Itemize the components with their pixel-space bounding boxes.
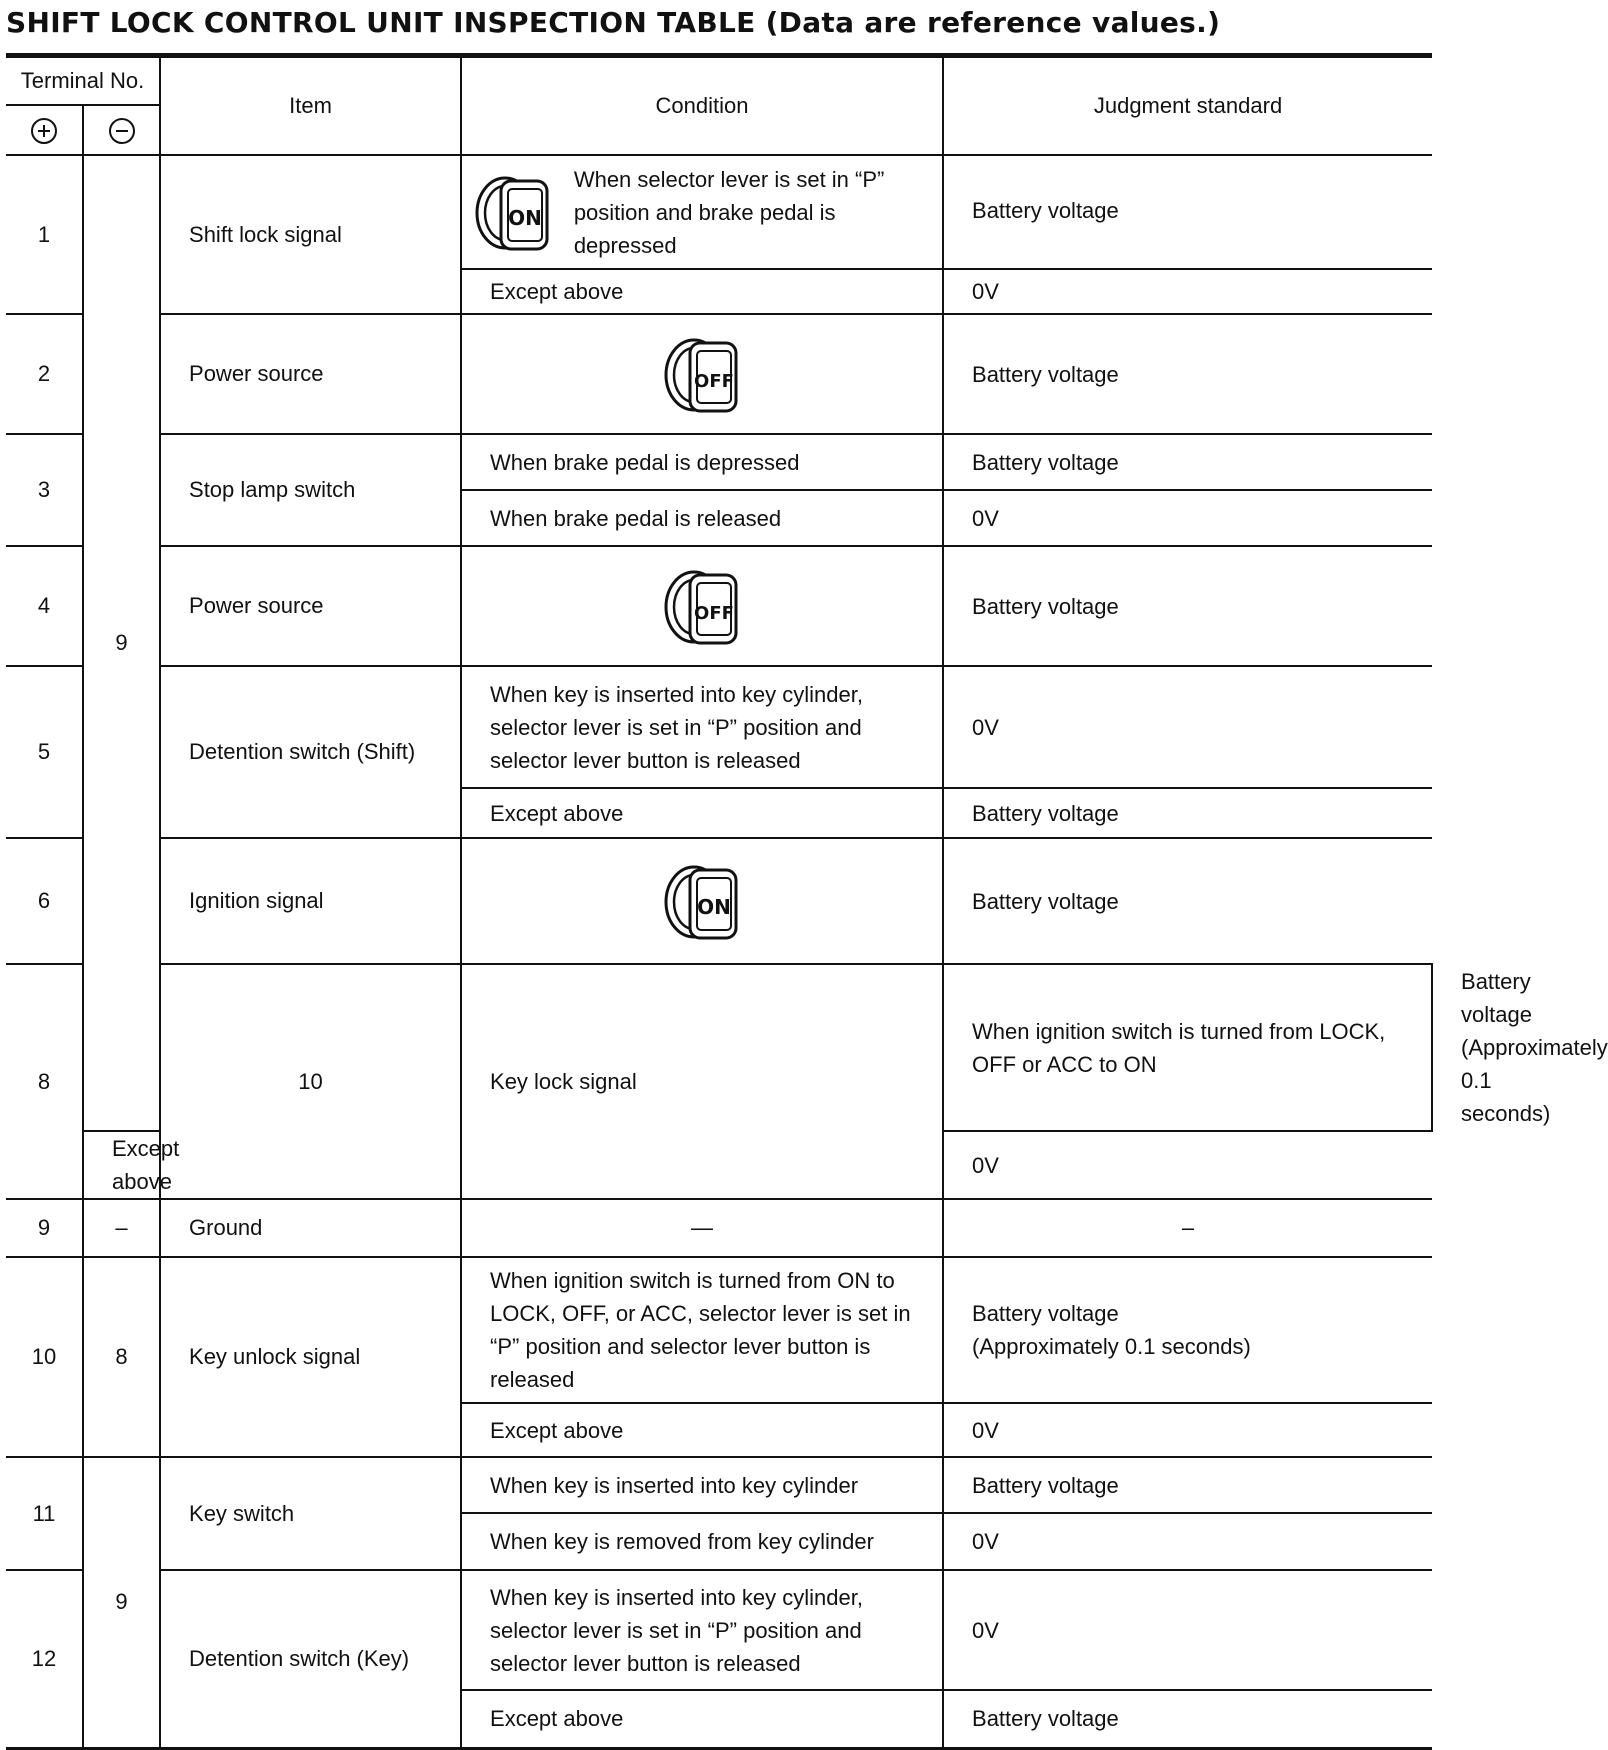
terminal-plus: 8: [6, 964, 83, 1199]
judgment-cell: –: [943, 1199, 1432, 1257]
condition-cell: Except above: [461, 1403, 943, 1457]
table-row: [6, 666, 1432, 788]
condition-cell: [461, 314, 943, 434]
condition-cell: [461, 838, 943, 964]
condition-cell: [461, 546, 943, 666]
condition-cell: When key is inserted into key cylinder: [461, 1457, 943, 1513]
judgment-cell: 0V: [943, 1513, 1432, 1570]
key-label: ON: [697, 895, 731, 919]
item-cell: Detention switch (Shift): [160, 666, 461, 838]
item-cell: Stop lamp switch: [160, 434, 461, 546]
condition-cell: —: [461, 1199, 943, 1257]
judgment-line: Battery voltage: [972, 1301, 1119, 1326]
terminal-plus: 9: [6, 1199, 83, 1257]
judgment-cell: 0V: [943, 269, 1432, 314]
terminal-minus: –: [83, 1199, 160, 1257]
terminal-minus: 9: [83, 1457, 160, 1748]
table-row: 8 10 Key lock signal When ignition switch is turned from LOCK, OFF or ACC to ON Battery voltage (Approximately 0.1 seconds): [6, 964, 1432, 1131]
terminal-plus: 10: [6, 1257, 83, 1457]
item-cell: Key unlock signal: [160, 1257, 461, 1457]
table-row: [6, 314, 1432, 434]
judgment-cell: 0V: [943, 1403, 1432, 1457]
judgment-cell: 0V: [943, 490, 1432, 546]
key-label: OFF: [694, 371, 734, 392]
judgment-cell: Battery voltage: [943, 155, 1432, 269]
condition-cell: Except above: [83, 1131, 160, 1199]
table-row: [6, 1257, 1432, 1403]
judgment-cell: Battery voltage: [943, 1457, 1432, 1513]
condition-cell: Except above: [461, 788, 943, 838]
ignition-key-on-icon: [471, 169, 555, 255]
item-cell: Ground: [160, 1199, 461, 1257]
condition-text: When selector lever is set in “P” position and brake pedal is depressed: [573, 166, 885, 258]
judgment-cell: Battery voltage: [943, 546, 1432, 666]
minus-header: [83, 105, 160, 155]
terminal-no-header: Terminal No.: [6, 57, 160, 105]
table-row: [6, 434, 1432, 490]
terminal-minus: 9: [83, 155, 160, 1131]
header-row: [6, 57, 1432, 105]
judgment-cell: Battery voltage: [943, 1690, 1432, 1748]
terminal-plus: 3: [6, 434, 83, 546]
table-row: [6, 155, 1432, 269]
judgment-note: (Approximately 0.1 seconds): [972, 1334, 1251, 1359]
judgment-cell: Battery voltage: [943, 434, 1432, 490]
condition-cell: When key is inserted into key cylinder, selector lever is set in “P” position and selector lever button is released: [461, 1570, 943, 1690]
table-row: [6, 838, 1432, 964]
item-cell: Power source: [160, 546, 461, 666]
judgment-standard-header: Judgment standard: [943, 57, 1432, 155]
table-row: [6, 1199, 1432, 1257]
page-title: SHIFT LOCK CONTROL UNIT INSPECTION TABLE (Data are reference values.): [6, 6, 1221, 39]
condition-cell: When key is removed from key cylinder: [461, 1513, 943, 1570]
ignition-key-on-icon: [660, 858, 744, 944]
condition-cell: [461, 155, 943, 269]
condition-cell: When ignition switch is turned from LOCK, OFF or ACC to ON: [943, 964, 1432, 1131]
judgment-cell: [943, 1257, 1432, 1403]
table-row: [6, 1457, 1432, 1513]
terminal-plus: 2: [6, 314, 83, 434]
plus-circle-icon: [31, 118, 57, 144]
judgment-cell: 0V: [943, 1570, 1432, 1690]
judgment-cell: Battery voltage: [943, 314, 1432, 434]
condition-cell: Except above: [461, 1690, 943, 1748]
judgment-cell: Battery voltage: [943, 838, 1432, 964]
inspection-table: [6, 56, 1608, 1750]
terminal-minus: 8: [83, 1257, 160, 1457]
condition-cell: When ignition switch is turned from ON to LOCK, OFF, or ACC, selector lever is set in “P” position and selector lever button is released: [461, 1257, 943, 1403]
plus-header: [6, 105, 83, 155]
minus-circle-icon: [109, 118, 135, 144]
condition-cell: When brake pedal is depressed: [461, 434, 943, 490]
judgment-cell: 0V: [943, 1131, 1432, 1199]
terminal-plus: 4: [6, 546, 83, 666]
condition-cell: When brake pedal is released: [461, 490, 943, 546]
judgment-cell: 0V: [943, 666, 1432, 788]
condition-cell: When key is inserted into key cylinder, selector lever is set in “P” position and selector lever button is released: [461, 666, 943, 788]
terminal-plus: 6: [6, 838, 83, 964]
terminal-plus: 11: [6, 1457, 83, 1570]
ignition-key-off-icon: [660, 563, 744, 649]
ignition-key-off-icon: [660, 331, 744, 417]
terminal-plus: 12: [6, 1570, 83, 1748]
item-header: Item: [160, 57, 461, 155]
terminal-minus: 10: [160, 964, 461, 1199]
judgment-cell: Battery voltage: [943, 788, 1432, 838]
item-cell: Shift lock signal: [160, 155, 461, 314]
condition-header: Condition: [461, 57, 943, 155]
item-cell: Power source: [160, 314, 461, 434]
item-cell: Ignition signal: [160, 838, 461, 964]
table-row: [6, 546, 1432, 666]
table-row: [6, 1570, 1432, 1690]
terminal-plus: 5: [6, 666, 83, 838]
terminal-plus: 1: [6, 155, 83, 314]
item-cell: Detention switch (Key): [160, 1570, 461, 1748]
item-cell: Key switch: [160, 1457, 461, 1570]
key-label: ON: [508, 206, 542, 230]
item-cell: Key lock signal: [461, 964, 943, 1199]
key-label: OFF: [694, 603, 734, 624]
condition-cell: Except above: [461, 269, 943, 314]
